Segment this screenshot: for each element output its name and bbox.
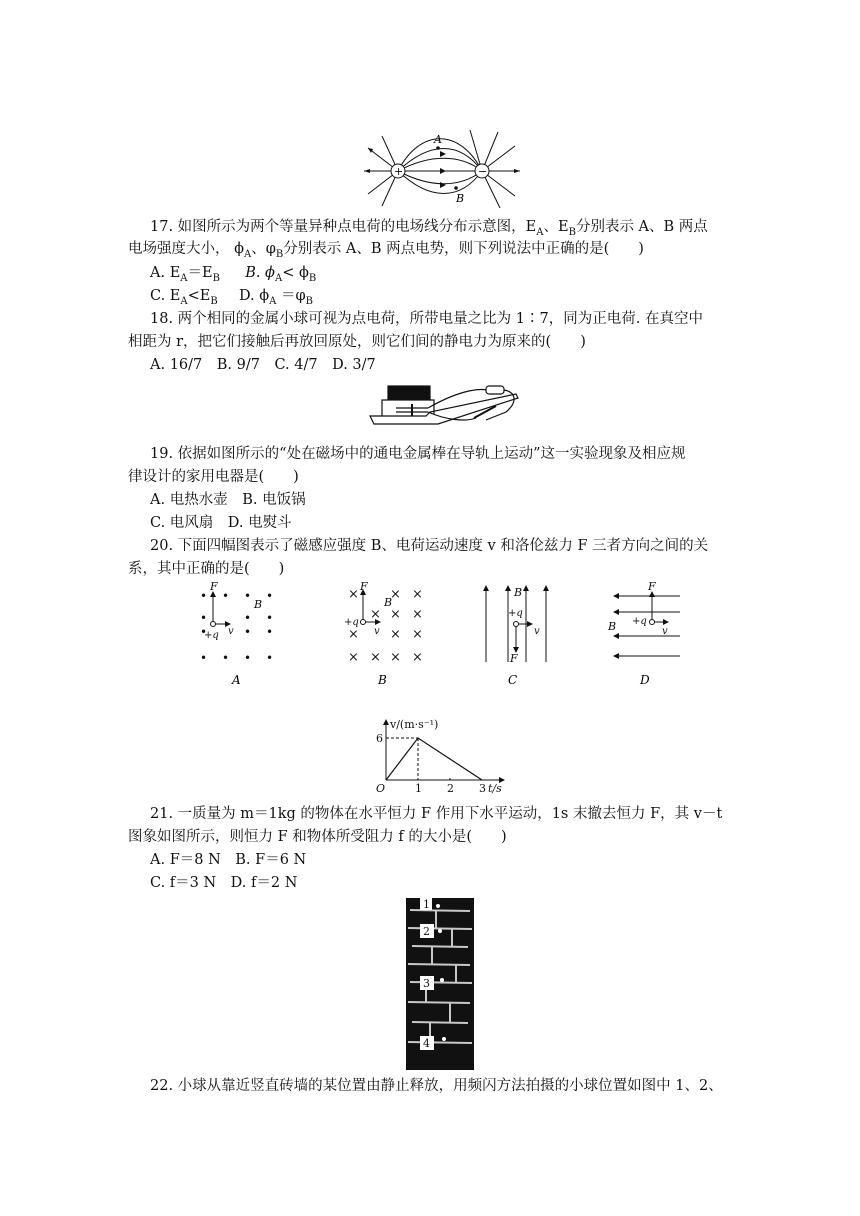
q19-line2: 律设计的家用电器是( ) xyxy=(128,469,299,485)
svg-text:B: B xyxy=(608,620,617,633)
vt-origin: O xyxy=(376,782,386,795)
svg-text:•: • xyxy=(200,625,208,639)
panel-d-label: D xyxy=(640,673,650,687)
photo-label-4: 4 xyxy=(423,1037,430,1050)
vt-ylabel: v/(m·s⁻¹) xyxy=(390,718,439,731)
svg-text:F: F xyxy=(360,580,368,593)
svg-text:F: F xyxy=(510,652,518,665)
q18-options: A. 16/7 B. 9/7 C. 4/7 D. 3/7 xyxy=(150,357,376,373)
photo-label-1: 1 xyxy=(423,898,430,911)
svg-text:•: • xyxy=(244,589,252,603)
svg-text:•: • xyxy=(244,625,252,639)
fig-point-a-label: A xyxy=(434,133,442,146)
svg-text:×: × xyxy=(412,587,423,602)
q18-line2: 相距为 r，把它们接触后再放回原处，则它们间的静电力为原来的( ) xyxy=(128,334,586,350)
svg-text:•: • xyxy=(266,611,274,625)
q22-line1: 22. 小球从靠近竖直砖墙的某位置由静止释放，用频闪方法拍摄的小球位置如图中 1、2、 xyxy=(150,1078,723,1094)
fig-point-b-label: B xyxy=(456,192,465,205)
svg-text:+q: +q xyxy=(508,608,523,619)
svg-text:+q: +q xyxy=(344,617,359,628)
q19-options-cd: C. 电风扇 D. 电熨斗 xyxy=(150,515,292,531)
svg-text:×: × xyxy=(348,650,359,665)
photo-label-2: 2 xyxy=(423,925,430,938)
panel-b xyxy=(344,580,423,665)
q21-line2: 图象如图所示，则恒力 F 和物体所受阻力 f 的大小是( ) xyxy=(128,829,507,845)
panel-d xyxy=(614,592,680,656)
svg-text:•: • xyxy=(200,611,208,625)
svg-text:+q: +q xyxy=(632,616,647,627)
vt-x2: 2 xyxy=(447,782,454,795)
q17-line1: 17. 如图所示为两个等量异种点电荷的电场线分布示意图，$E_A$、$E_B$分别表示 A、B 两点 xyxy=(150,219,708,238)
svg-text:×: × xyxy=(390,650,401,665)
svg-text:v: v xyxy=(534,626,540,637)
svg-text:B: B xyxy=(514,586,523,599)
svg-text:×: × xyxy=(390,607,401,622)
svg-text:•: • xyxy=(266,589,274,603)
svg-text:×: × xyxy=(348,627,359,642)
svg-text:v: v xyxy=(662,626,668,637)
figure-vt-graph xyxy=(372,718,508,798)
svg-text:•: • xyxy=(200,651,208,665)
fig-plus-sign: + xyxy=(394,165,404,178)
q18-line1: 18. 两个相同的金属小球可视为点电荷，所带电量之比为 1∶7，同为正电荷. 在真空中 xyxy=(150,311,703,327)
svg-text:×: × xyxy=(370,650,381,665)
svg-text:×: × xyxy=(390,587,401,602)
q17-options-ab: A. $E_A=E_B$ B. $\phi_A< \phi_B$ xyxy=(150,265,317,284)
photo-label-3: 3 xyxy=(423,977,430,990)
figure-electric-field-lines xyxy=(360,126,530,210)
q21-options-cd: C. f＝3 N D. f＝2 N xyxy=(150,875,298,891)
q17-line2: 电场强度大小， $\phi_A$、$\varphi_B$分别表示 A、B 两点电势，则下列说法中正确的是( ) xyxy=(128,241,644,260)
fig-minus-sign: − xyxy=(478,165,488,178)
q17-options-cd: C. $E_A<E_B$ D. $\phi_A =\varphi_B$ xyxy=(150,288,314,307)
svg-text:×: × xyxy=(370,607,381,622)
figure-brick-wall-strobe-photo xyxy=(406,898,474,1070)
svg-text:×: × xyxy=(412,607,423,622)
panel-a xyxy=(200,580,273,665)
q21-options-ab: A. F＝8 N B. F＝6 N xyxy=(150,852,307,868)
svg-text:•: • xyxy=(266,625,274,639)
svg-text:B: B xyxy=(254,598,263,611)
panel-c-label: C xyxy=(508,673,518,687)
svg-text:×: × xyxy=(412,627,423,642)
vt-y6: 6 xyxy=(376,732,383,745)
svg-text:B: B xyxy=(384,596,393,609)
svg-text:•: • xyxy=(244,651,252,665)
svg-text:•: • xyxy=(266,651,274,665)
svg-text:×: × xyxy=(390,627,401,642)
panel-a-label: A xyxy=(232,673,241,687)
svg-text:F: F xyxy=(210,580,218,593)
svg-text:•: • xyxy=(200,589,208,603)
svg-text:×: × xyxy=(348,587,359,602)
svg-text:×: × xyxy=(412,650,423,665)
q19-line1: 19. 依据如图所示的“处在磁场中的通电金属棒在导轨上运动”这一实验现象及相应规 xyxy=(150,446,686,462)
q19-options-ab: A. 电热水壶 B. 电饭锅 xyxy=(150,492,306,508)
vt-x1: 1 xyxy=(415,782,422,795)
figure-lorentz-panels xyxy=(190,578,690,688)
svg-text:F: F xyxy=(648,580,656,593)
svg-text:v: v xyxy=(374,626,380,637)
panel-b-label: B xyxy=(378,673,387,687)
svg-text:•: • xyxy=(244,611,252,625)
svg-text:•: • xyxy=(222,589,230,603)
q20-line1: 20. 下面四幅图表示了磁感应强度 B、电荷运动速度 v 和洛伦兹力 F 三者方向之间的关 xyxy=(150,538,709,554)
svg-text:+q: +q xyxy=(204,630,219,641)
figure-magnet-rail-apparatus xyxy=(366,382,524,436)
vt-xlabel: t/s xyxy=(488,782,502,795)
q21-line1: 21. 一质量为 m＝1kg 的物体在水平恒力 F 作用下水平运动，1s 末撤去恒力 F，其 v－t xyxy=(150,806,723,822)
vt-curve xyxy=(386,738,482,780)
svg-text:v: v xyxy=(228,626,234,637)
vt-x3: 3 xyxy=(479,782,486,795)
svg-text:•: • xyxy=(222,651,230,665)
q20-line2: 系，其中正确的是( ) xyxy=(128,561,285,577)
